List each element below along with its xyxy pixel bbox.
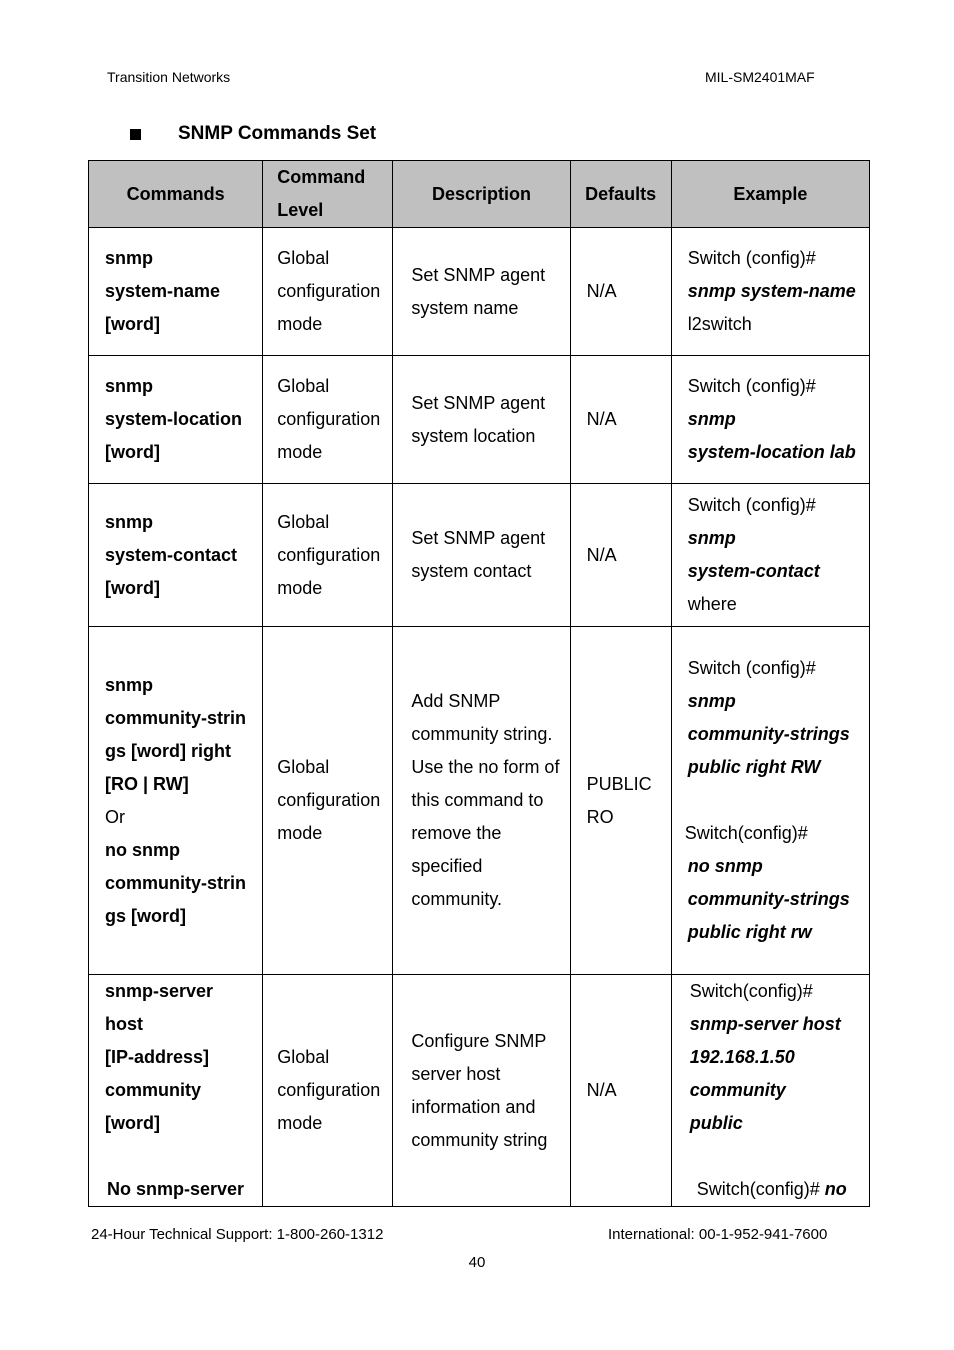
command-cell: snmp-server host [IP-address] community [word] No snmp-server: [89, 975, 263, 1207]
description-cell: Set SNMP agent system name: [393, 228, 570, 356]
level-cell: Global configuration mode: [263, 975, 393, 1207]
command-cell: snmp system-contact [word]: [89, 484, 263, 627]
footer-international-phone: International: 00-1-952-941-7600: [608, 1226, 828, 1243]
header-model: MIL-SM2401MAF: [705, 69, 815, 85]
defaults-cell: N/A: [570, 356, 671, 484]
table-row: [89, 356, 870, 484]
defaults-cell: PUBLIC RO: [570, 627, 671, 975]
section-title: SNMP Commands Set: [178, 123, 377, 144]
table-row: [89, 975, 870, 1207]
defaults-cell: N/A: [570, 484, 671, 627]
section-heading: [130, 123, 376, 145]
header-defaults: Defaults: [570, 161, 671, 228]
header-example: Example: [671, 161, 869, 228]
header-command-level: Command Level: [263, 161, 393, 228]
header-company: Transition Networks: [107, 69, 231, 85]
level-cell: Global configuration mode: [263, 627, 393, 975]
description-cell: Set SNMP agent system contact: [393, 484, 570, 627]
level-cell: Global configuration mode: [263, 228, 393, 356]
square-bullet-icon: [130, 129, 141, 140]
snmp-commands-table: [88, 160, 870, 1207]
example-cell: Switch (config)# snmp system-name l2switch: [671, 228, 869, 356]
description-cell: Set SNMP agent system location: [393, 356, 570, 484]
table-row: [89, 484, 870, 627]
description-cell: Add SNMP community string. Use the no form of this command to remove the specified community.: [393, 627, 570, 975]
table-row: [89, 228, 870, 356]
table-row: [89, 627, 870, 975]
example-cell: Switch(config)# snmp-server host 192.168.1.50 community public Switch(config)# no: [671, 975, 869, 1207]
table-header-row: [89, 161, 870, 228]
command-cell: snmp system-name [word]: [89, 228, 263, 356]
header-description: Description: [393, 161, 570, 228]
example-cell: Switch (config)# snmp system-location lab: [671, 356, 869, 484]
command-cell: snmp system-location [word]: [89, 356, 263, 484]
example-cell: Switch (config)# snmp community-strings public right RW Switch(config)# no snmp community-strings public right rw: [671, 627, 869, 975]
page-number: 40: [468, 1254, 486, 1271]
header-commands: Commands: [89, 161, 263, 228]
description-cell: Configure SNMP server host information and community string: [393, 975, 570, 1207]
level-cell: Global configuration mode: [263, 484, 393, 627]
level-cell: Global configuration mode: [263, 356, 393, 484]
example-cell: Switch (config)# snmp system-contact where: [671, 484, 869, 627]
defaults-cell: N/A: [570, 228, 671, 356]
footer-support-phone: 24-Hour Technical Support: 1-800-260-1312: [91, 1226, 384, 1243]
command-cell: snmp community-strin gs [word] right [RO | RW] Or no snmp community-strin gs [word]: [89, 627, 263, 975]
defaults-cell: N/A: [570, 975, 671, 1207]
